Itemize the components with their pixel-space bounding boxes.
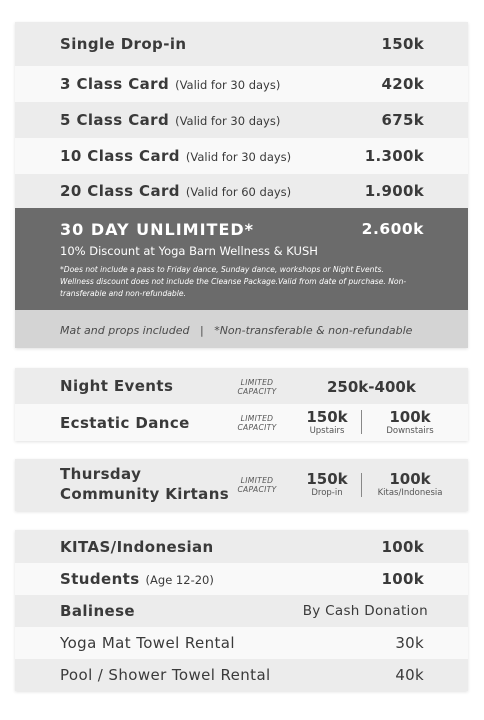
discount-row-balinese bbox=[15, 595, 468, 627]
price-dropin: 150k Drop-in bbox=[306, 470, 348, 498]
pass-row-20 bbox=[15, 174, 468, 208]
unlimited-title: 30 DAY UNLIMITED* bbox=[60, 220, 255, 239]
pass-price: 675k bbox=[381, 111, 424, 129]
kirtan-card bbox=[15, 459, 468, 511]
event-price: 250k-400k bbox=[327, 378, 416, 396]
event-name: Night Events bbox=[60, 377, 174, 395]
age-range: (Age 12-20) bbox=[145, 573, 214, 587]
discount-price: By Cash Donation bbox=[302, 603, 428, 619]
unlimited-pass-block bbox=[15, 208, 468, 310]
price-downstairs: 100k Downstairs bbox=[386, 408, 434, 436]
pass-name: 5 Class Card (Valid for 30 days) bbox=[60, 111, 281, 129]
unlimited-price: 2.600k bbox=[361, 220, 424, 238]
pass-name: Single Drop-in bbox=[60, 35, 187, 53]
pass-validity: (Valid for 60 days) bbox=[185, 185, 292, 199]
discount-name: Balinese bbox=[60, 602, 135, 620]
pass-validity: (Valid for 30 days) bbox=[185, 150, 292, 164]
unlimited-subtitle: 10% Discount at Yoga Barn Wellness & KUSH bbox=[60, 244, 318, 258]
discount-name: KITAS/Indonesian bbox=[60, 537, 214, 556]
events-card bbox=[15, 368, 468, 441]
rental-price: 30k bbox=[395, 634, 424, 652]
class-passes-card bbox=[15, 22, 468, 348]
rental-name: Yoga Mat Towel Rental bbox=[60, 634, 235, 652]
pass-validity: (Valid for 30 days) bbox=[175, 114, 281, 128]
divider bbox=[361, 410, 362, 434]
pass-row-single bbox=[15, 22, 468, 66]
discount-row-students bbox=[15, 563, 468, 595]
discount-name: Students (Age 12-20) bbox=[60, 570, 214, 588]
event-row-night bbox=[15, 368, 468, 404]
limited-capacity-label: LIMITED CAPACITY bbox=[237, 378, 277, 396]
discount-price: 100k bbox=[381, 537, 424, 556]
discount-price: 100k bbox=[381, 570, 424, 588]
discounts-card bbox=[15, 530, 468, 691]
event-row-ecstatic bbox=[15, 404, 468, 441]
pass-name: 10 Class Card (Valid for 30 days) bbox=[60, 147, 292, 165]
pass-row-5 bbox=[15, 102, 468, 138]
rental-row-pool-towel bbox=[15, 659, 468, 691]
rental-name: Pool / Shower Towel Rental bbox=[60, 666, 271, 684]
limited-capacity-label: LIMITED CAPACITY bbox=[237, 414, 277, 432]
pass-price: 1.300k bbox=[364, 147, 424, 165]
pass-footer bbox=[15, 310, 468, 348]
pass-price: 420k bbox=[381, 75, 424, 93]
pass-validity: (Valid for 30 days) bbox=[175, 78, 281, 92]
unlimited-fine-print: *Does not include a pass to Friday dance, Sunday dance, workshops or Night Events. Wellness discount does not include the Cleanse Package.Valid from date of purchase. Non-transferable and non-refundable. bbox=[60, 265, 407, 298]
price-kitas: 100k Kitas/Indonesia bbox=[377, 470, 443, 498]
limited-capacity-label: LIMITED CAPACITY bbox=[237, 476, 277, 494]
footer-note: Mat and props included | *Non-transferable & non-refundable bbox=[60, 324, 413, 337]
pass-price: 150k bbox=[381, 35, 424, 53]
divider bbox=[361, 473, 362, 497]
rental-row-mat-towel bbox=[15, 627, 468, 659]
kirtan-name: Thursday Community Kirtans bbox=[60, 465, 230, 503]
pass-row-3 bbox=[15, 66, 468, 102]
pass-name: 20 Class Card (Valid for 60 days) bbox=[60, 182, 292, 200]
price-upstairs: 150k Upstairs bbox=[306, 408, 348, 436]
pass-name: 3 Class Card (Valid for 30 days) bbox=[60, 75, 281, 93]
rental-price: 40k bbox=[395, 666, 424, 684]
pass-price: 1.900k bbox=[364, 182, 424, 200]
event-name: Ecstatic Dance bbox=[60, 413, 190, 432]
discount-row-kitas bbox=[15, 530, 468, 563]
pass-row-10 bbox=[15, 138, 468, 174]
